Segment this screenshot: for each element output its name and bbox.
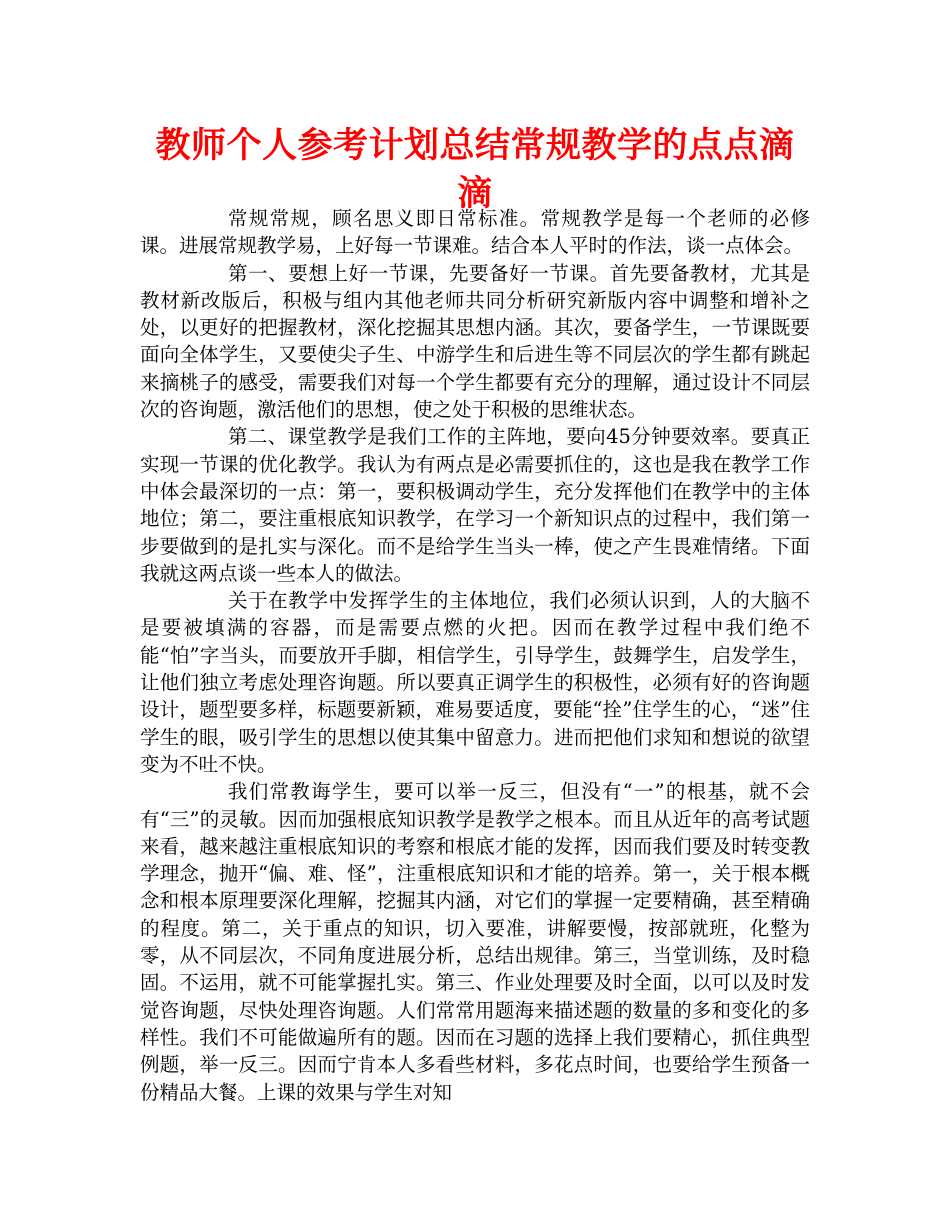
paragraph-basic-knowledge: 我们常教诲学生，要可以举一反三，但没有“一”的根基，就不会有“三”的灵敏。因而加强根底知识教学是教学之根本。而且从近年的高考试题来看，越来越注重根底知识的考察和根底才能的发挥，因而我们要及时转变教学理念，抛开“偏、难、怪”，注重根底知识和才能的培养。第一，关于根本概念和根本原理要深化理解，挖掘其内涵，对它们的掌握一定要精确，甚至精确的程度。第二，关于重点的知识，切入要准，讲解要慢，按部就班，化整为零，从不同层次，不同角度进展分析，总结出规律。第三，当堂训练，及时稳固。不运用，就不可能掌握扎实。第三、作业处理要及时全面，以可以及时发觉咨询题，尽快处理咨询题。人们常常用题海来描述题的数量的多和变化的多样性。我们不可能做遍所有的题。因而在习题的选择上我们要精心，抓住典型例题，举一反三。因而宁肯本人多看些材料，多花点时间，也要给学生预备一份精品大餐。上课的效果与学生对知	[140, 780, 810, 1104]
paragraph-second-point: 第二、课堂教学是我们工作的主阵地，要向45分钟要效率。要真正实现一节课的优化教学。我认为有两点是必需要抓住的，这也是我在教学工作中体会最深切的一点：第一，要积极调动学生，充分发挥他们在教学中的主体地位；第二，要注重根底知识教学，在学习一个新知识点的过程中，我们第一步要做到的是扎实与深化。而不是给学生当头一棒，使之产生畏难情绪。下面我就这两点谈一些本人的做法。	[140, 425, 810, 585]
paragraph-first-point: 第一、要想上好一节课，先要备好一节课。首先要备教材，尤其是教材新改版后，积极与组内其他老师共同分析研究新版内容中调整和增补之处，以更好的把握教材，深化挖掘其思想内涵。其次，要备学生，一节课既要面向全体学生，又要使尖子生、中游学生和后进生等不同层次的学生都有跳起来摘桃子的感受，需要我们对每一个学生都要有充分的理解，通过设计不同层次的咨询题，激活他们的思想，使之处于积极的思维状态。	[140, 261, 810, 422]
paragraph-intro: 常规常规，顾名思义即日常标准。常规教学是每一个老师的必修课。进展常规教学易，上好每一节课难。结合本人平时的作法，谈一点体会。	[140, 207, 810, 258]
document-body	[140, 205, 810, 1106]
paragraph-student-role: 关于在教学中发挥学生的主体地位，我们必须认识到，人的大脑不是要被填满的容器，而是需要点燃的火把。因而在教学过程中我们绝不能“怕”字当头，而要放开手脚，相信学生，引导学生，鼓舞学生，启发学生，让他们独立考虑处理咨询题。所以要真正调学生的积极性，必须有好的咨询题设计，题型要多样，标题要新颖，难易要适度，要能“拴”住学生的心，“迷”住学生的眼，吸引学生的思想以使其集中留意力。进而把他们求知和想说的欲望变为不吐不快。	[140, 589, 810, 776]
document-title: 教师个人参考计划总结常规教学的点点滴滴	[155, 126, 795, 214]
